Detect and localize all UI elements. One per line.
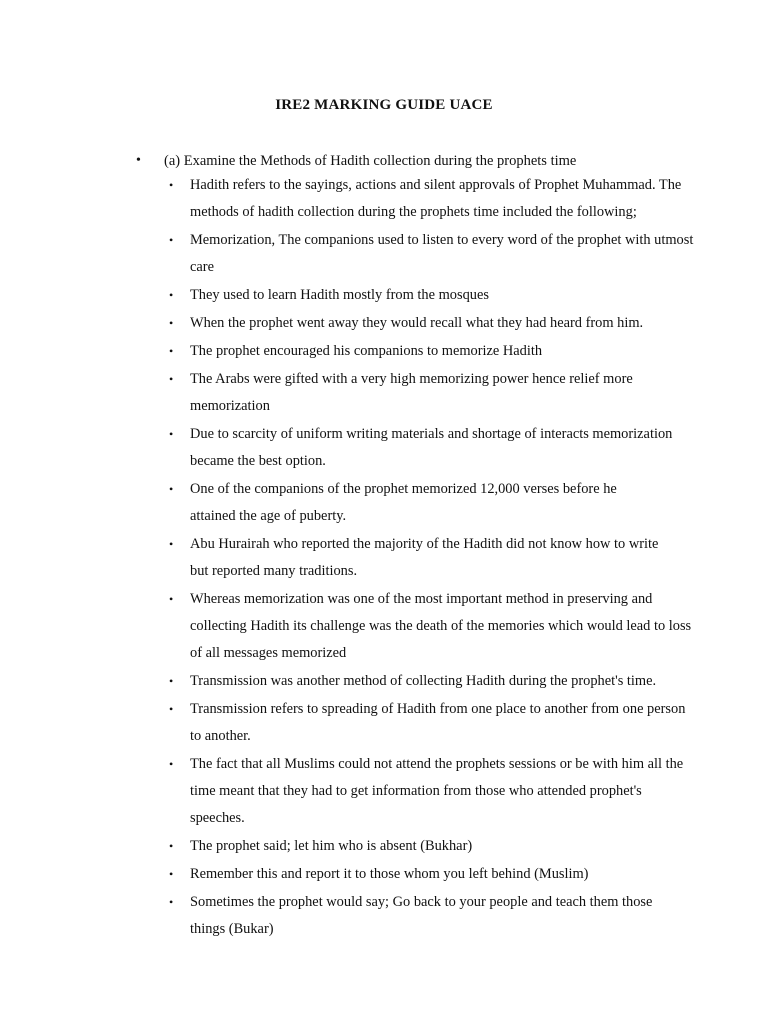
- bullet-icon: •: [169, 233, 174, 247]
- bullet-icon: •: [169, 895, 174, 909]
- question-text: (a) Examine the Methods of Hadith collection during the prophets time: [164, 153, 577, 169]
- list-item: [169, 310, 730, 337]
- list-item-text: Hadith refers to the sayings, actions and silent approvals of Prophet Muhammad. The methods of hadith collection during the prophets time included the following;: [190, 177, 682, 220]
- list-item-text: The prophet encouraged his companions to memorize Hadith: [190, 343, 543, 359]
- list-item-text: Memorization, The companions used to listen to every word of the prophet with utmost care: [190, 232, 694, 275]
- list-item: [169, 227, 730, 281]
- list-item-text: When the prophet went away they would recall what they had heard from him.: [190, 315, 644, 331]
- bullet-icon: •: [169, 674, 174, 688]
- list-item-text: Transmission refers to spreading of Hadith from one place to another from one person to another.: [190, 701, 686, 744]
- document-title: IRE2 MARKING GUIDE UACE: [275, 97, 493, 113]
- list-item-text: Transmission was another method of collecting Hadith during the prophet's time.: [190, 673, 657, 689]
- list-item: [169, 889, 730, 943]
- list-item: [169, 751, 730, 832]
- bullet-icon: •: [169, 839, 174, 853]
- list-item-text: Abu Hurairah who reported the majority of the Hadith did not know how to write but reported many traditions.: [190, 536, 659, 579]
- list-item-text: Whereas memorization was one of the most important method in preserving and collecting Hadith its challenge was the death of the memories which would lead to loss of all messages memorized: [190, 591, 692, 661]
- bullet-icon: •: [169, 288, 174, 302]
- list-item: [169, 421, 730, 475]
- list-item-text: One of the companions of the prophet memorized 12,000 verses before he attained the age of puberty.: [190, 481, 617, 524]
- list-item: [169, 366, 730, 420]
- bullet-icon: •: [169, 372, 174, 386]
- list-item: [169, 668, 730, 695]
- list-item-text: Due to scarcity of uniform writing materials and shortage of interacts memorization became the best option.: [190, 426, 673, 469]
- list-item-text: Remember this and report it to those whom you left behind (Muslim): [190, 866, 589, 882]
- bullet-icon: •: [169, 757, 174, 771]
- list-item: [169, 282, 730, 309]
- list-item-text: They used to learn Hadith mostly from the mosques: [190, 287, 489, 303]
- list-item: [169, 696, 730, 750]
- bullet-icon: •: [169, 867, 174, 881]
- bullet-icon: •: [169, 178, 174, 192]
- bullet-icon: •: [169, 427, 174, 441]
- list-item: [169, 861, 730, 888]
- list-item: [169, 476, 730, 530]
- list-item-text: Sometimes the prophet would say; Go back to your people and teach them those things (Bukar): [190, 894, 653, 937]
- list-item-text: The fact that all Muslims could not attend the prophets sessions or be with him all the time meant that they had to get information from those who attended prophet's speeches.: [190, 756, 684, 826]
- bullet-icon: •: [169, 592, 174, 606]
- bullet-icon: •: [136, 153, 141, 168]
- bullet-icon: •: [169, 537, 174, 551]
- bullet-icon: •: [169, 316, 174, 330]
- bullet-icon: •: [169, 702, 174, 716]
- list-item: [169, 338, 730, 365]
- bullet-icon: •: [169, 344, 174, 358]
- list-item-text: The prophet said; let him who is absent (Bukhar): [190, 838, 473, 854]
- list-item: [169, 531, 730, 585]
- answer-list: [169, 172, 730, 944]
- list-item-text: The Arabs were gifted with a very high memorizing power hence relief more memorization: [190, 371, 633, 414]
- list-item: [169, 833, 730, 860]
- list-item: [169, 172, 730, 226]
- bullet-icon: •: [169, 482, 174, 496]
- list-item: [169, 586, 730, 667]
